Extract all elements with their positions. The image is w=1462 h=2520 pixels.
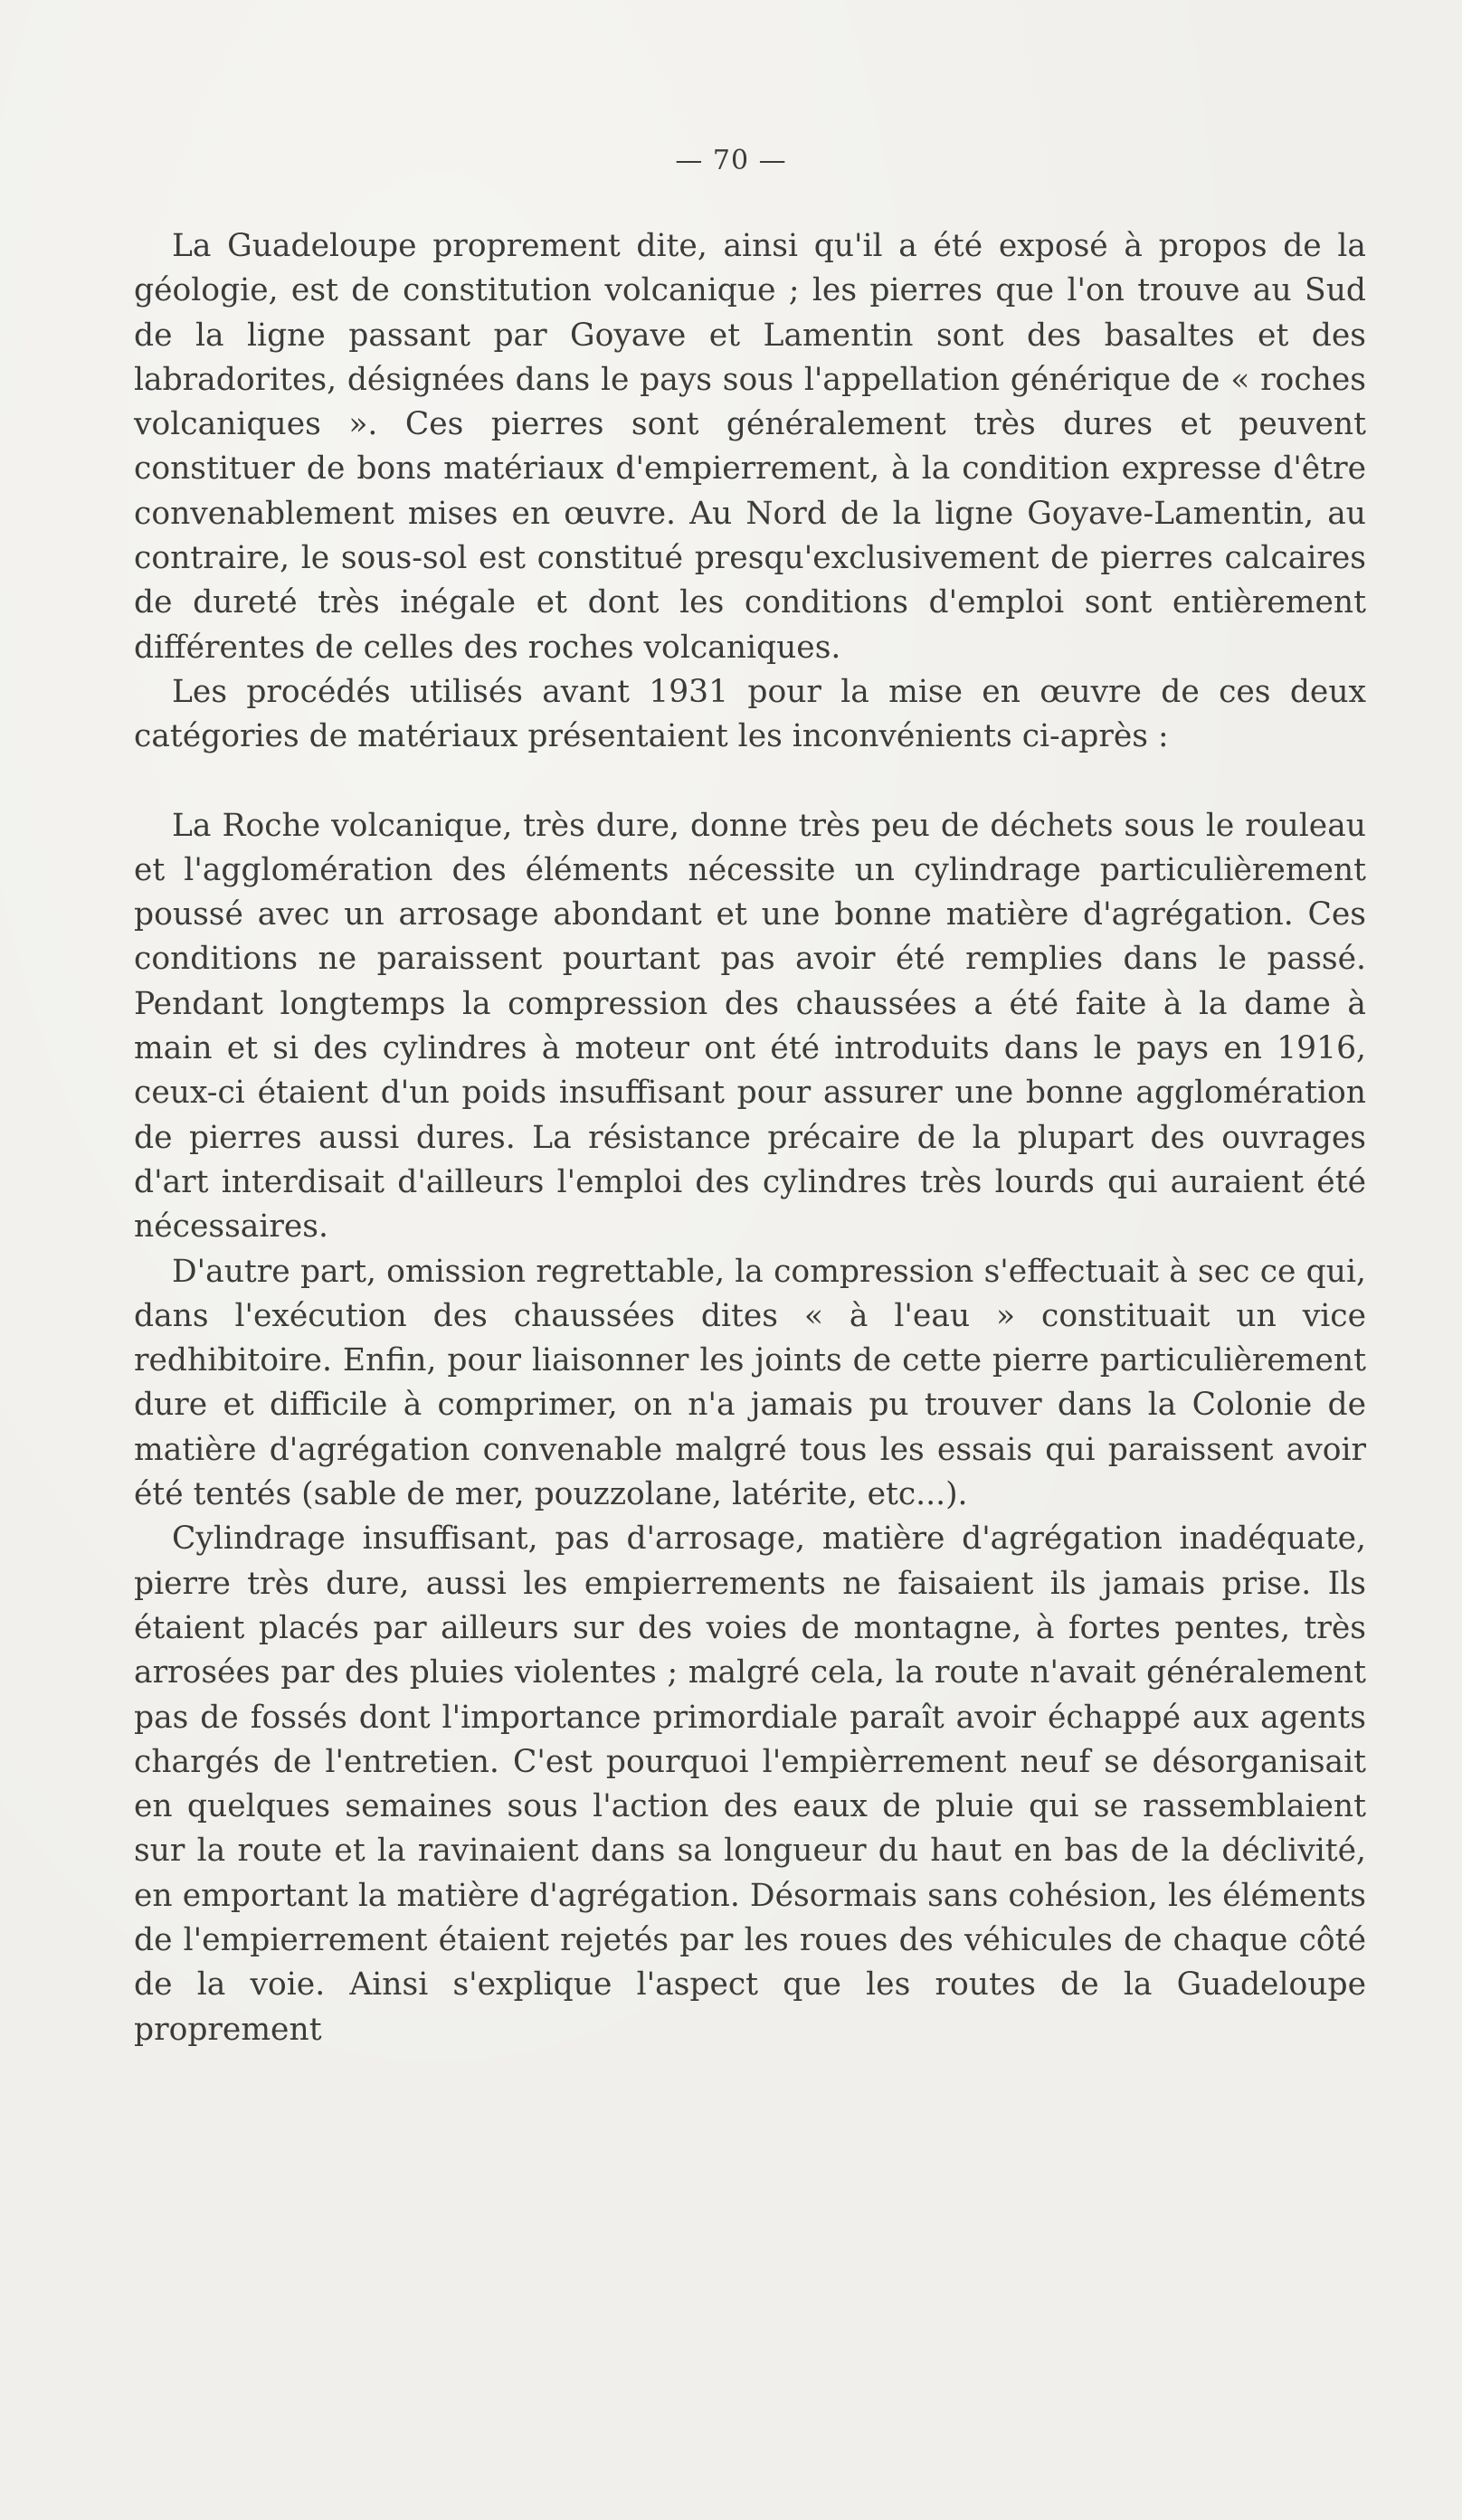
paragraph: Les procédés utilisés avant 1931 pour la mise en œuvre de ces deux catégories de matériaux présentaient les inconvénients ci-après : — [134, 673, 1366, 755]
page-number: — 70 — — [675, 145, 787, 176]
paragraph: Cylindrage insuffisant, pas d'arrosage, matière d'agrégation inadéquate, pierre très dure, aussi les empierrements ne faisaient ils jamais prise. Ils étaient placés par ailleurs sur des voies de montagne, à fortes pentes, très arrosées par des pluies violentes ; malgré cela, la route n'avait généralement pas de fossés dont l'importance primordiale paraît avoir échappé aux agents chargés de l'entretien. C'est pourquoi l'empièrrement neuf se désorganisait en quelques semaines sous l'action des eaux de pluie qui se rassemblaient sur la route et la ravinaient dans sa longueur du haut en bas de la déclivité, en emportant la matière d'agrégation. Désormais sans cohésion, les éléments de l'empierrement étaient rejetés par les roues des véhicules de chaque côté de la voie. Ainsi s'explique l'aspect que les routes de la Guadeloupe proprement — [134, 1521, 1366, 2048]
paragraph: La Roche volcanique, très dure, donne très peu de déchets sous le rouleau et l'agglomération des éléments nécessite un cylindrage particulièrement poussé avec un arrosage abondant et une bonne matière d'agrégation. Ces conditions ne paraissent pourtant pas avoir été remplies dans le passé. Pendant longtemps la compression des chaussées a été faite à la dame à main et si des cylindres à moteur ont été introduits dans le pays en 1916, ceux-ci étaient d'un poids insuffisant pour assurer une bonne agglomération de pierres aussi dures. La résistance précaire de la plupart des ouvrages d'art interdisait d'ailleurs l'emploi des cylindres très lourds qui auraient été nécessaires. — [134, 807, 1366, 1246]
body-text — [134, 224, 1366, 2052]
paragraph-gap — [134, 760, 1366, 804]
paragraph: D'autre part, omission regrettable, la compression s'effectuait à sec ce qui, dans l'exécution des chaussées dites « à l'eau » constituait un vice redhibitoire. Enfin, pour liaisonner les joints de cette pierre particulièrement dure et difficile à comprimer, on n'a jamais pu trouver dans la Colonie de matière d'agrégation convenable malgré tous les essais qui paraissent avoir été tentés (sable de mer, pouzzolane, latérite, etc...). — [134, 1253, 1366, 1513]
paragraph: La Guadeloupe proprement dite, ainsi qu'il a été exposé à propos de la géologie, est de constitution volcanique ; les pierres que l'on trouve au Sud de la ligne passant par Goyave et Lamentin sont des basaltes et des labradorites, désignées dans le pays sous l'appellation générique de « roches volcaniques ». Ces pierres sont généralement très dures et peuvent constituer de bons matériaux d'empierrement, à la condition expresse d'être convenablement mises en œuvre. Au Nord de la ligne Goyave-Lamentin, au contraire, le sous-sol est constitué presqu'exclusivement de pierres calcaires de dureté très inégale et dont les conditions d'emploi sont entièrement différentes de celles des roches volcaniques. — [134, 228, 1366, 666]
